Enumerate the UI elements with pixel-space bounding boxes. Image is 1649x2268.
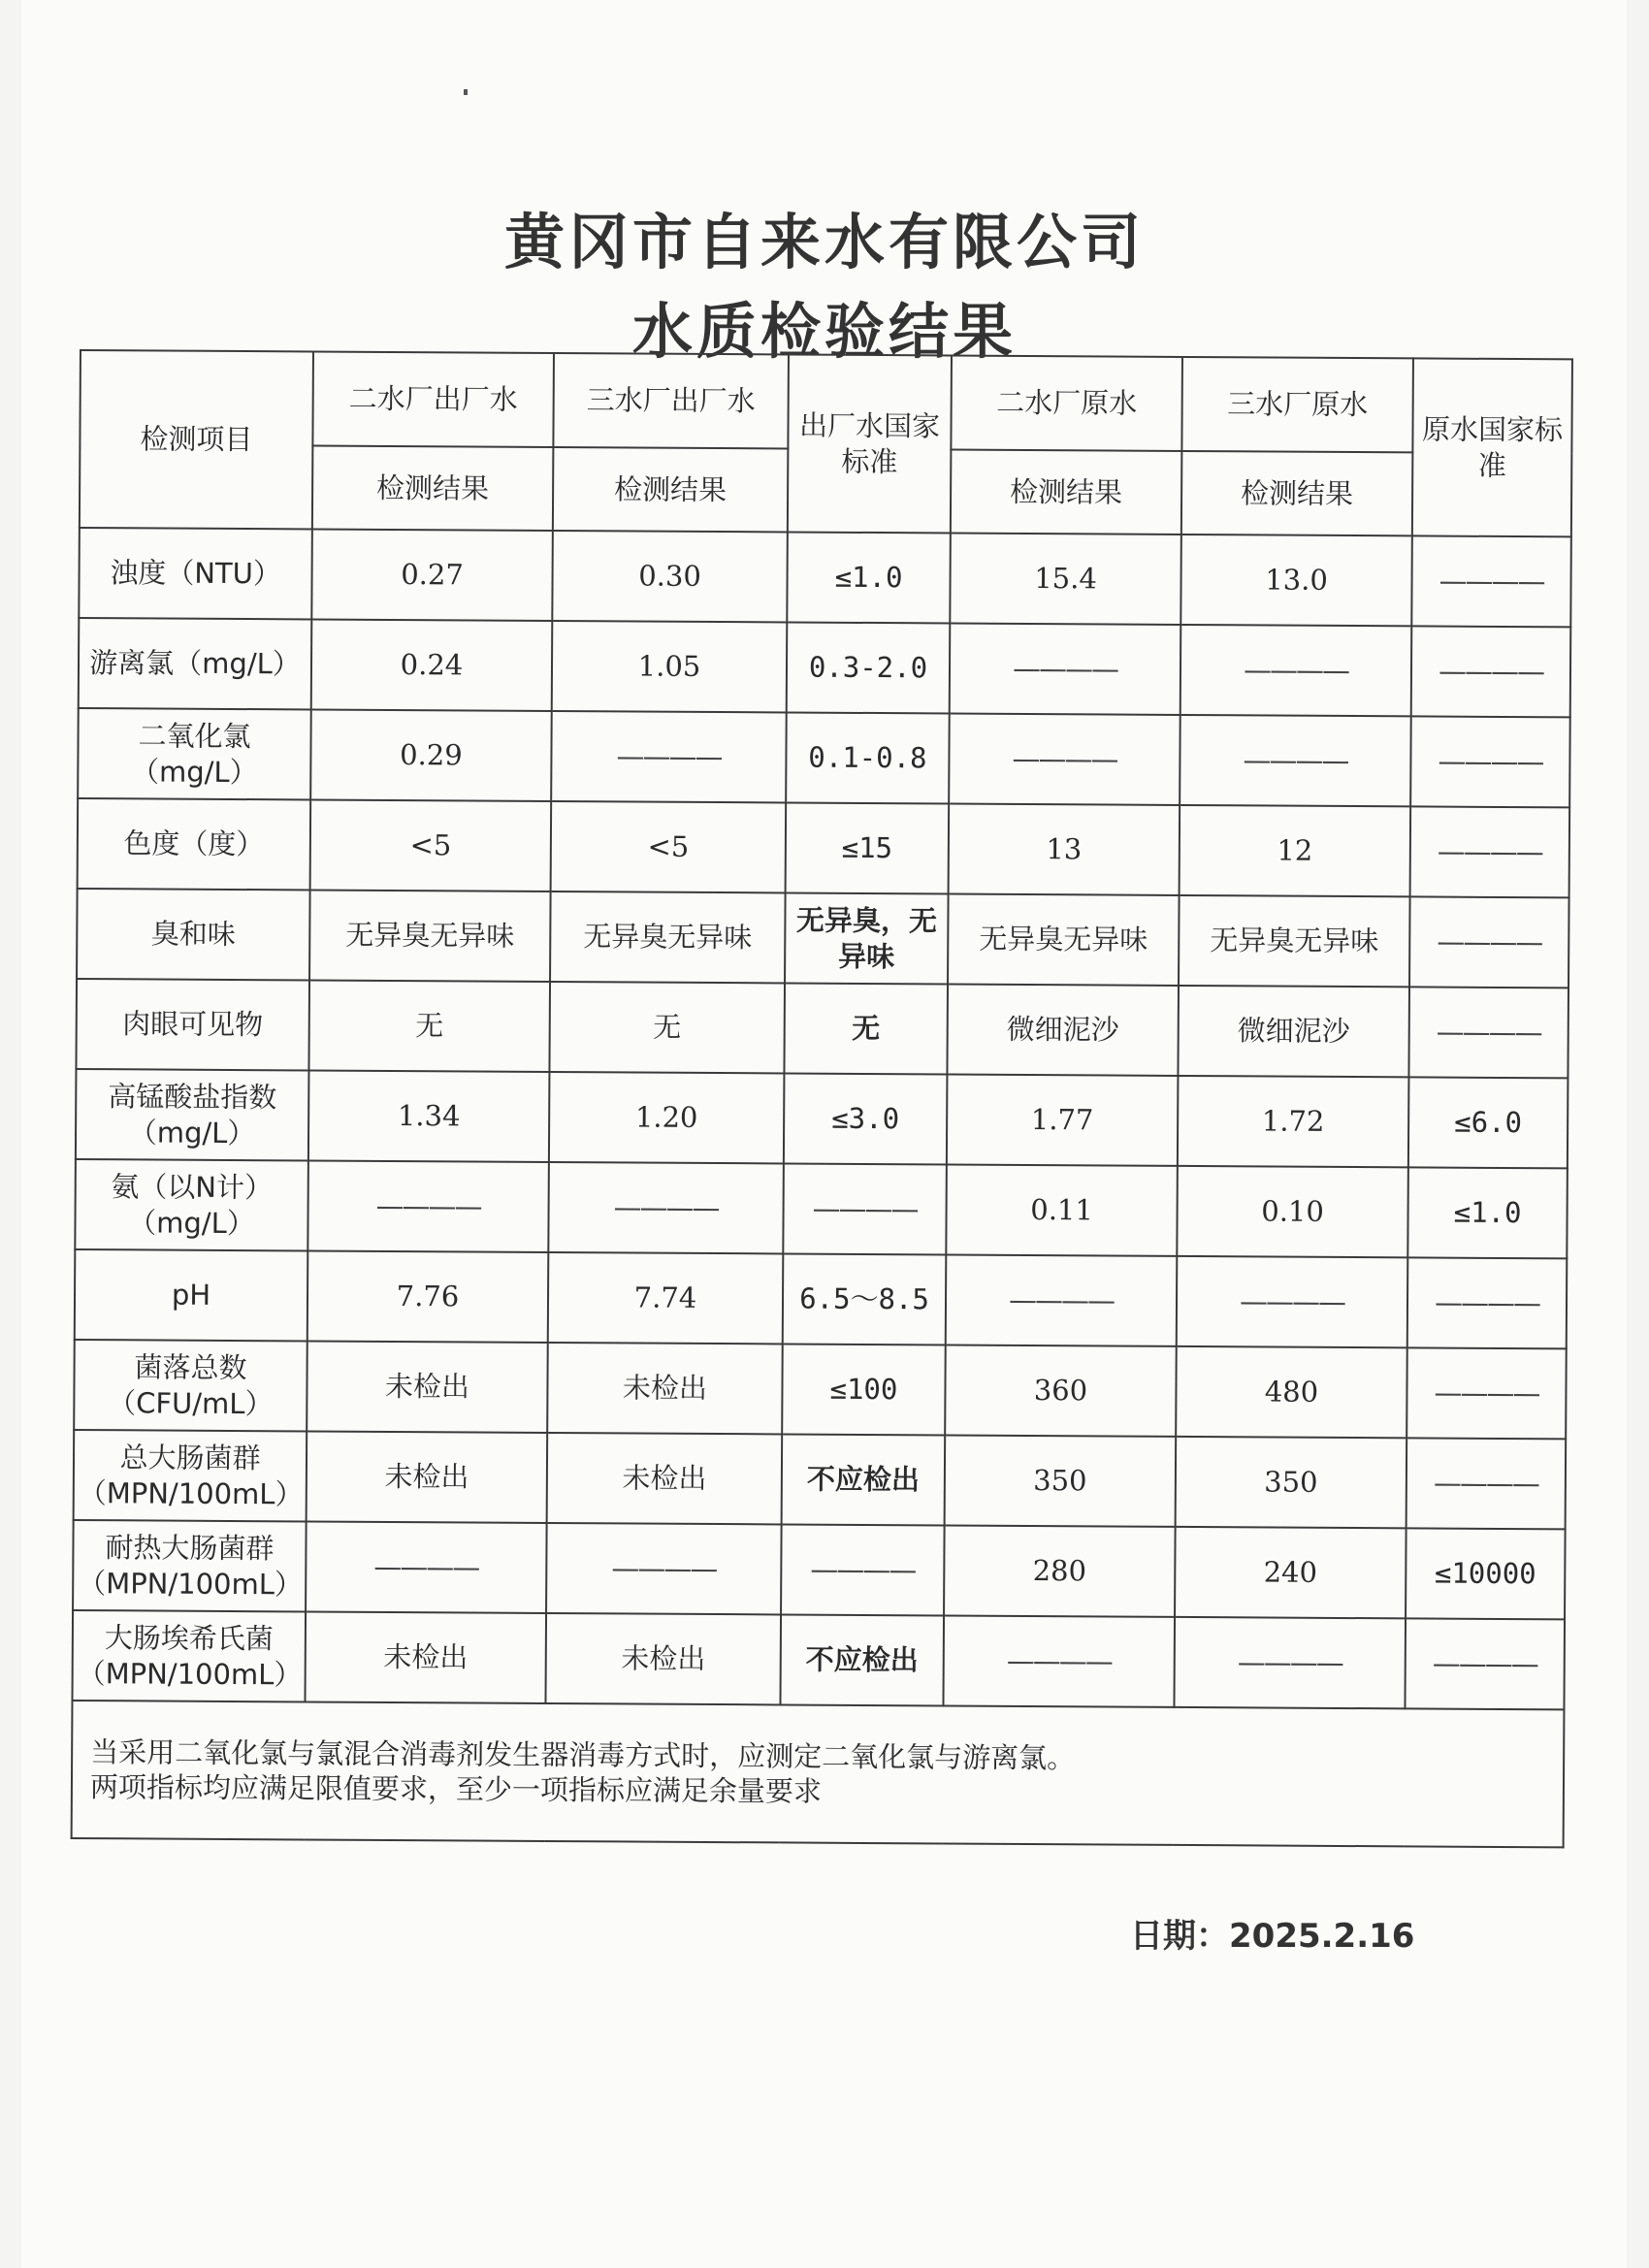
cell-p2-raw: 0.11	[946, 1164, 1178, 1255]
table-row	[78, 798, 1570, 897]
cell-p2-raw: 1.77	[947, 1074, 1179, 1165]
cell-p3-out: ————	[546, 1523, 782, 1614]
cell-p2-out: 7.76	[307, 1250, 549, 1343]
cell-p3-out: 1.20	[549, 1072, 785, 1163]
note-line-1: 当采用二氧化氯与氯混合消毒剂发生器消毒方式时，应测定二氧化氯与游离氯。	[90, 1734, 1076, 1775]
cell-p2-out: 0.24	[311, 619, 553, 711]
cell-raw-std: ————	[1409, 896, 1569, 988]
table-row	[79, 618, 1571, 717]
cell-item: 游离氯（mg/L）	[79, 618, 312, 709]
cell-raw-std: ————	[1411, 626, 1571, 717]
cell-p2-out: 1.34	[308, 1070, 550, 1162]
cell-p3-out: 7.74	[548, 1252, 784, 1344]
cell-item: 大肠埃希氏菌（MPN/100mL）	[72, 1610, 306, 1701]
cell-p3-raw: ————	[1174, 1617, 1406, 1708]
note-cell	[72, 1701, 1565, 1847]
table-row	[74, 1340, 1567, 1439]
cell-raw-std: ————	[1408, 987, 1568, 1078]
note-line-2: 两项指标均应满足限值要求，至少一项指标应满足余量要求	[89, 1770, 823, 1808]
table-row	[75, 1249, 1568, 1348]
cell-raw-std: ————	[1405, 1618, 1565, 1709]
header-raw-standard: 原水国家标准	[1412, 358, 1572, 536]
cell-p2-raw: 15.4	[950, 533, 1181, 624]
cell-item: 耐热大肠菌群（MPN/100mL）	[73, 1520, 307, 1611]
table-row	[73, 1520, 1566, 1619]
cell-p2-out: 无异臭无异味	[309, 890, 551, 982]
cell-item: 高锰酸盐指数（mg/L）	[76, 1069, 309, 1160]
cell-p3-out: ————	[548, 1162, 784, 1253]
cell-p3-raw: 240	[1175, 1527, 1406, 1618]
cell-p3-raw: ————	[1177, 1256, 1408, 1347]
cell-p3-out: 未检出	[547, 1433, 783, 1524]
cell-p3-out: <5	[551, 801, 787, 892]
table-row	[77, 889, 1569, 988]
cell-raw-std: ≤1.0	[1407, 1167, 1568, 1258]
cell-item: 二氧化氯（mg/L）	[78, 708, 311, 799]
cell-p2-out: 0.29	[310, 709, 552, 801]
cell-p2-out: ————	[307, 1160, 549, 1252]
cell-p3-out: 1.05	[552, 621, 788, 712]
cell-out-std: 无异臭，无异味	[785, 892, 949, 984]
cell-item: pH	[75, 1249, 308, 1341]
cell-p2-out: 无	[308, 980, 550, 1072]
table-row	[78, 708, 1570, 807]
header-result-4: 检测结果	[1181, 451, 1413, 535]
cell-p2-raw: ————	[949, 713, 1180, 804]
cell-item: 臭和味	[77, 889, 310, 980]
header-result-3: 检测结果	[951, 449, 1182, 534]
report-date: 日期：2025.2.16	[1130, 1917, 1415, 1956]
cell-out-std: 0.3-2.0	[787, 622, 951, 713]
cell-p3-raw: 13.0	[1180, 535, 1412, 626]
cell-p2-out: 0.27	[311, 529, 553, 621]
cell-out-std: 0.1-0.8	[786, 712, 950, 803]
cell-p2-out: <5	[310, 799, 552, 891]
cell-out-std: 无	[784, 983, 948, 1074]
cell-out-std: ————	[783, 1163, 947, 1254]
cell-p3-raw: ————	[1180, 625, 1412, 716]
cell-raw-std: ————	[1407, 1257, 1568, 1348]
cell-p2-raw: 13	[949, 803, 1180, 894]
cell-p2-raw: ————	[943, 1615, 1175, 1706]
cell-p2-raw: 280	[944, 1525, 1176, 1616]
header-item: 检测项目	[80, 350, 313, 529]
table-row	[76, 1069, 1568, 1168]
cell-out-std: ≤3.0	[784, 1073, 948, 1164]
cell-p3-out: 未检出	[547, 1343, 783, 1434]
company-title: 黄冈市自来水有限公司	[503, 207, 1145, 277]
table-row	[79, 528, 1571, 627]
header-row-1	[80, 350, 1572, 453]
header-plant3-raw: 三水厂原水	[1181, 357, 1413, 452]
header-plant2-out: 二水厂出厂水	[312, 351, 554, 447]
cell-p3-out: 未检出	[545, 1613, 781, 1704]
note-row	[72, 1701, 1565, 1847]
cell-raw-std: ————	[1410, 716, 1570, 807]
water-quality-table	[71, 349, 1573, 1848]
header-result-2: 检测结果	[553, 447, 789, 532]
cell-raw-std: ————	[1406, 1347, 1567, 1439]
cell-p2-raw: 无异臭无异味	[948, 893, 1180, 985]
cell-p3-raw: 350	[1176, 1437, 1407, 1528]
scan-speck	[464, 89, 468, 95]
cell-out-std: ————	[781, 1524, 945, 1615]
cell-p3-out: 无	[549, 982, 785, 1073]
cell-item: 肉眼可见物	[76, 979, 309, 1070]
cell-item: 菌落总数（CFU/mL）	[74, 1340, 307, 1431]
header-plant2-raw: 二水厂原水	[951, 355, 1182, 450]
cell-p3-raw: 0.10	[1177, 1166, 1408, 1257]
cell-item: 浊度（NTU）	[79, 528, 312, 619]
cell-p2-out: 未检出	[307, 1431, 548, 1523]
cell-out-std: 6.5～8.5	[783, 1253, 947, 1345]
cell-item: 氨（以N计）（mg/L）	[75, 1159, 308, 1250]
cell-p2-raw: 350	[945, 1435, 1177, 1526]
cell-p3-out: 无异臭无异味	[550, 891, 786, 983]
cell-item: 总大肠菌群（MPN/100mL）	[74, 1430, 307, 1521]
cell-p3-raw: 480	[1176, 1346, 1407, 1438]
header-result-1: 检测结果	[312, 445, 554, 531]
table-row	[76, 979, 1568, 1078]
table-row	[74, 1430, 1567, 1529]
table-row	[75, 1159, 1568, 1258]
cell-p2-raw: ————	[946, 1254, 1178, 1345]
cell-p2-out: 未检出	[307, 1341, 548, 1433]
cell-item: 色度（度）	[78, 798, 311, 890]
header-plant3-out: 三水厂出厂水	[553, 353, 789, 448]
cell-p2-raw: 360	[945, 1345, 1177, 1436]
cell-out-std: 不应检出	[782, 1434, 946, 1525]
cell-out-std: ≤15	[786, 802, 950, 893]
cell-raw-std: ≤10000	[1406, 1528, 1566, 1619]
cell-p3-out: 0.30	[552, 531, 788, 622]
cell-p3-raw: 微细泥沙	[1178, 986, 1409, 1077]
cell-out-std: ≤1.0	[787, 532, 951, 623]
cell-raw-std: ≤6.0	[1408, 1077, 1568, 1168]
table-row	[72, 1610, 1565, 1709]
cell-p2-raw: 微细泥沙	[947, 984, 1179, 1075]
cell-raw-std: ————	[1406, 1438, 1567, 1529]
cell-p3-raw: ————	[1180, 715, 1411, 806]
cell-p3-out: ————	[551, 711, 787, 802]
cell-p2-out: 未检出	[305, 1611, 546, 1703]
cell-p2-out: ————	[306, 1521, 547, 1613]
cell-out-std: ≤100	[782, 1344, 946, 1435]
header-out-standard: 出厂水国家标准	[788, 354, 952, 533]
cell-p3-raw: 无异臭无异味	[1179, 895, 1410, 987]
cell-p3-raw: 1.72	[1178, 1076, 1409, 1167]
report-title: 水质检验结果	[631, 296, 1017, 367]
cell-raw-std: ————	[1410, 806, 1570, 897]
cell-p3-raw: 12	[1180, 805, 1411, 896]
cell-out-std: 不应检出	[780, 1614, 944, 1705]
cell-p2-raw: ————	[950, 623, 1181, 714]
cell-raw-std: ————	[1411, 535, 1571, 627]
